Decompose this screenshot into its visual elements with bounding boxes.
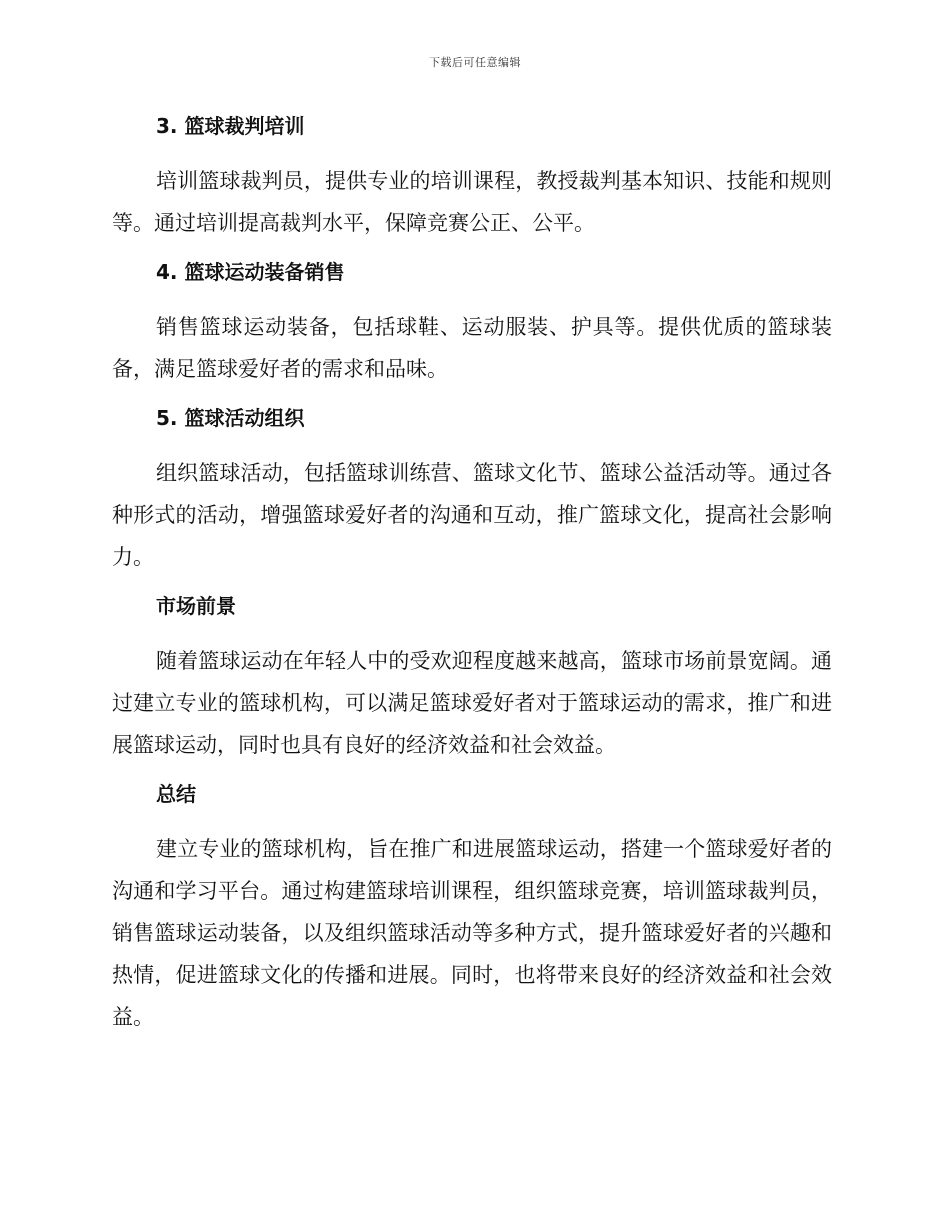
section-heading: 3. 篮球裁判培训 — [156, 114, 305, 138]
section-referee-training — [112, 110, 832, 244]
section-summary — [112, 778, 832, 1038]
section-paragraph: 建立专业的篮球机构，旨在推广和进展篮球运动，搭建一个篮球爱好者的沟通和学习平台。通过构建篮球培训课程，组织篮球竞赛，培训篮球裁判员，销售篮球运动装备，以及组织篮球活动等多种方式，提升篮球爱好者的兴趣和热情，促进篮球文化的传播和进展。同时，也将带来良好的经济效益和社会效益。 — [112, 837, 832, 1029]
document-body — [112, 110, 832, 1050]
section-heading: 市场前景 — [156, 594, 236, 618]
section-equipment-sales — [112, 256, 832, 390]
section-heading: 4. 篮球运动装备销售 — [156, 260, 345, 284]
section-activity-organization — [112, 402, 832, 578]
section-heading: 5. 篮球活动组织 — [156, 406, 305, 430]
section-paragraph: 组织篮球活动，包括篮球训练营、篮球文化节、篮球公益活动等。通过各种形式的活动，增强篮球爱好者的沟通和互动，推广篮球文化，提高社会影响力。 — [112, 461, 832, 569]
section-paragraph: 培训篮球裁判员，提供专业的培训课程，教授裁判基本知识、技能和规则等。通过培训提高裁判水平，保障竞赛公正、公平。 — [112, 169, 832, 235]
section-heading: 总结 — [156, 782, 196, 806]
section-market-outlook — [112, 590, 832, 766]
section-paragraph: 随着篮球运动在年轻人中的受欢迎程度越来越高，篮球市场前景宽阔。通过建立专业的篮球机构，可以满足篮球爱好者对于篮球运动的需求，推广和进展篮球运动，同时也具有良好的经济效益和社会效益。 — [112, 649, 832, 757]
section-paragraph: 销售篮球运动装备，包括球鞋、运动服装、护具等。提供优质的篮球装备，满足篮球爱好者的需求和品味。 — [112, 315, 832, 381]
header-note: 下载后可任意编辑 — [429, 56, 521, 69]
